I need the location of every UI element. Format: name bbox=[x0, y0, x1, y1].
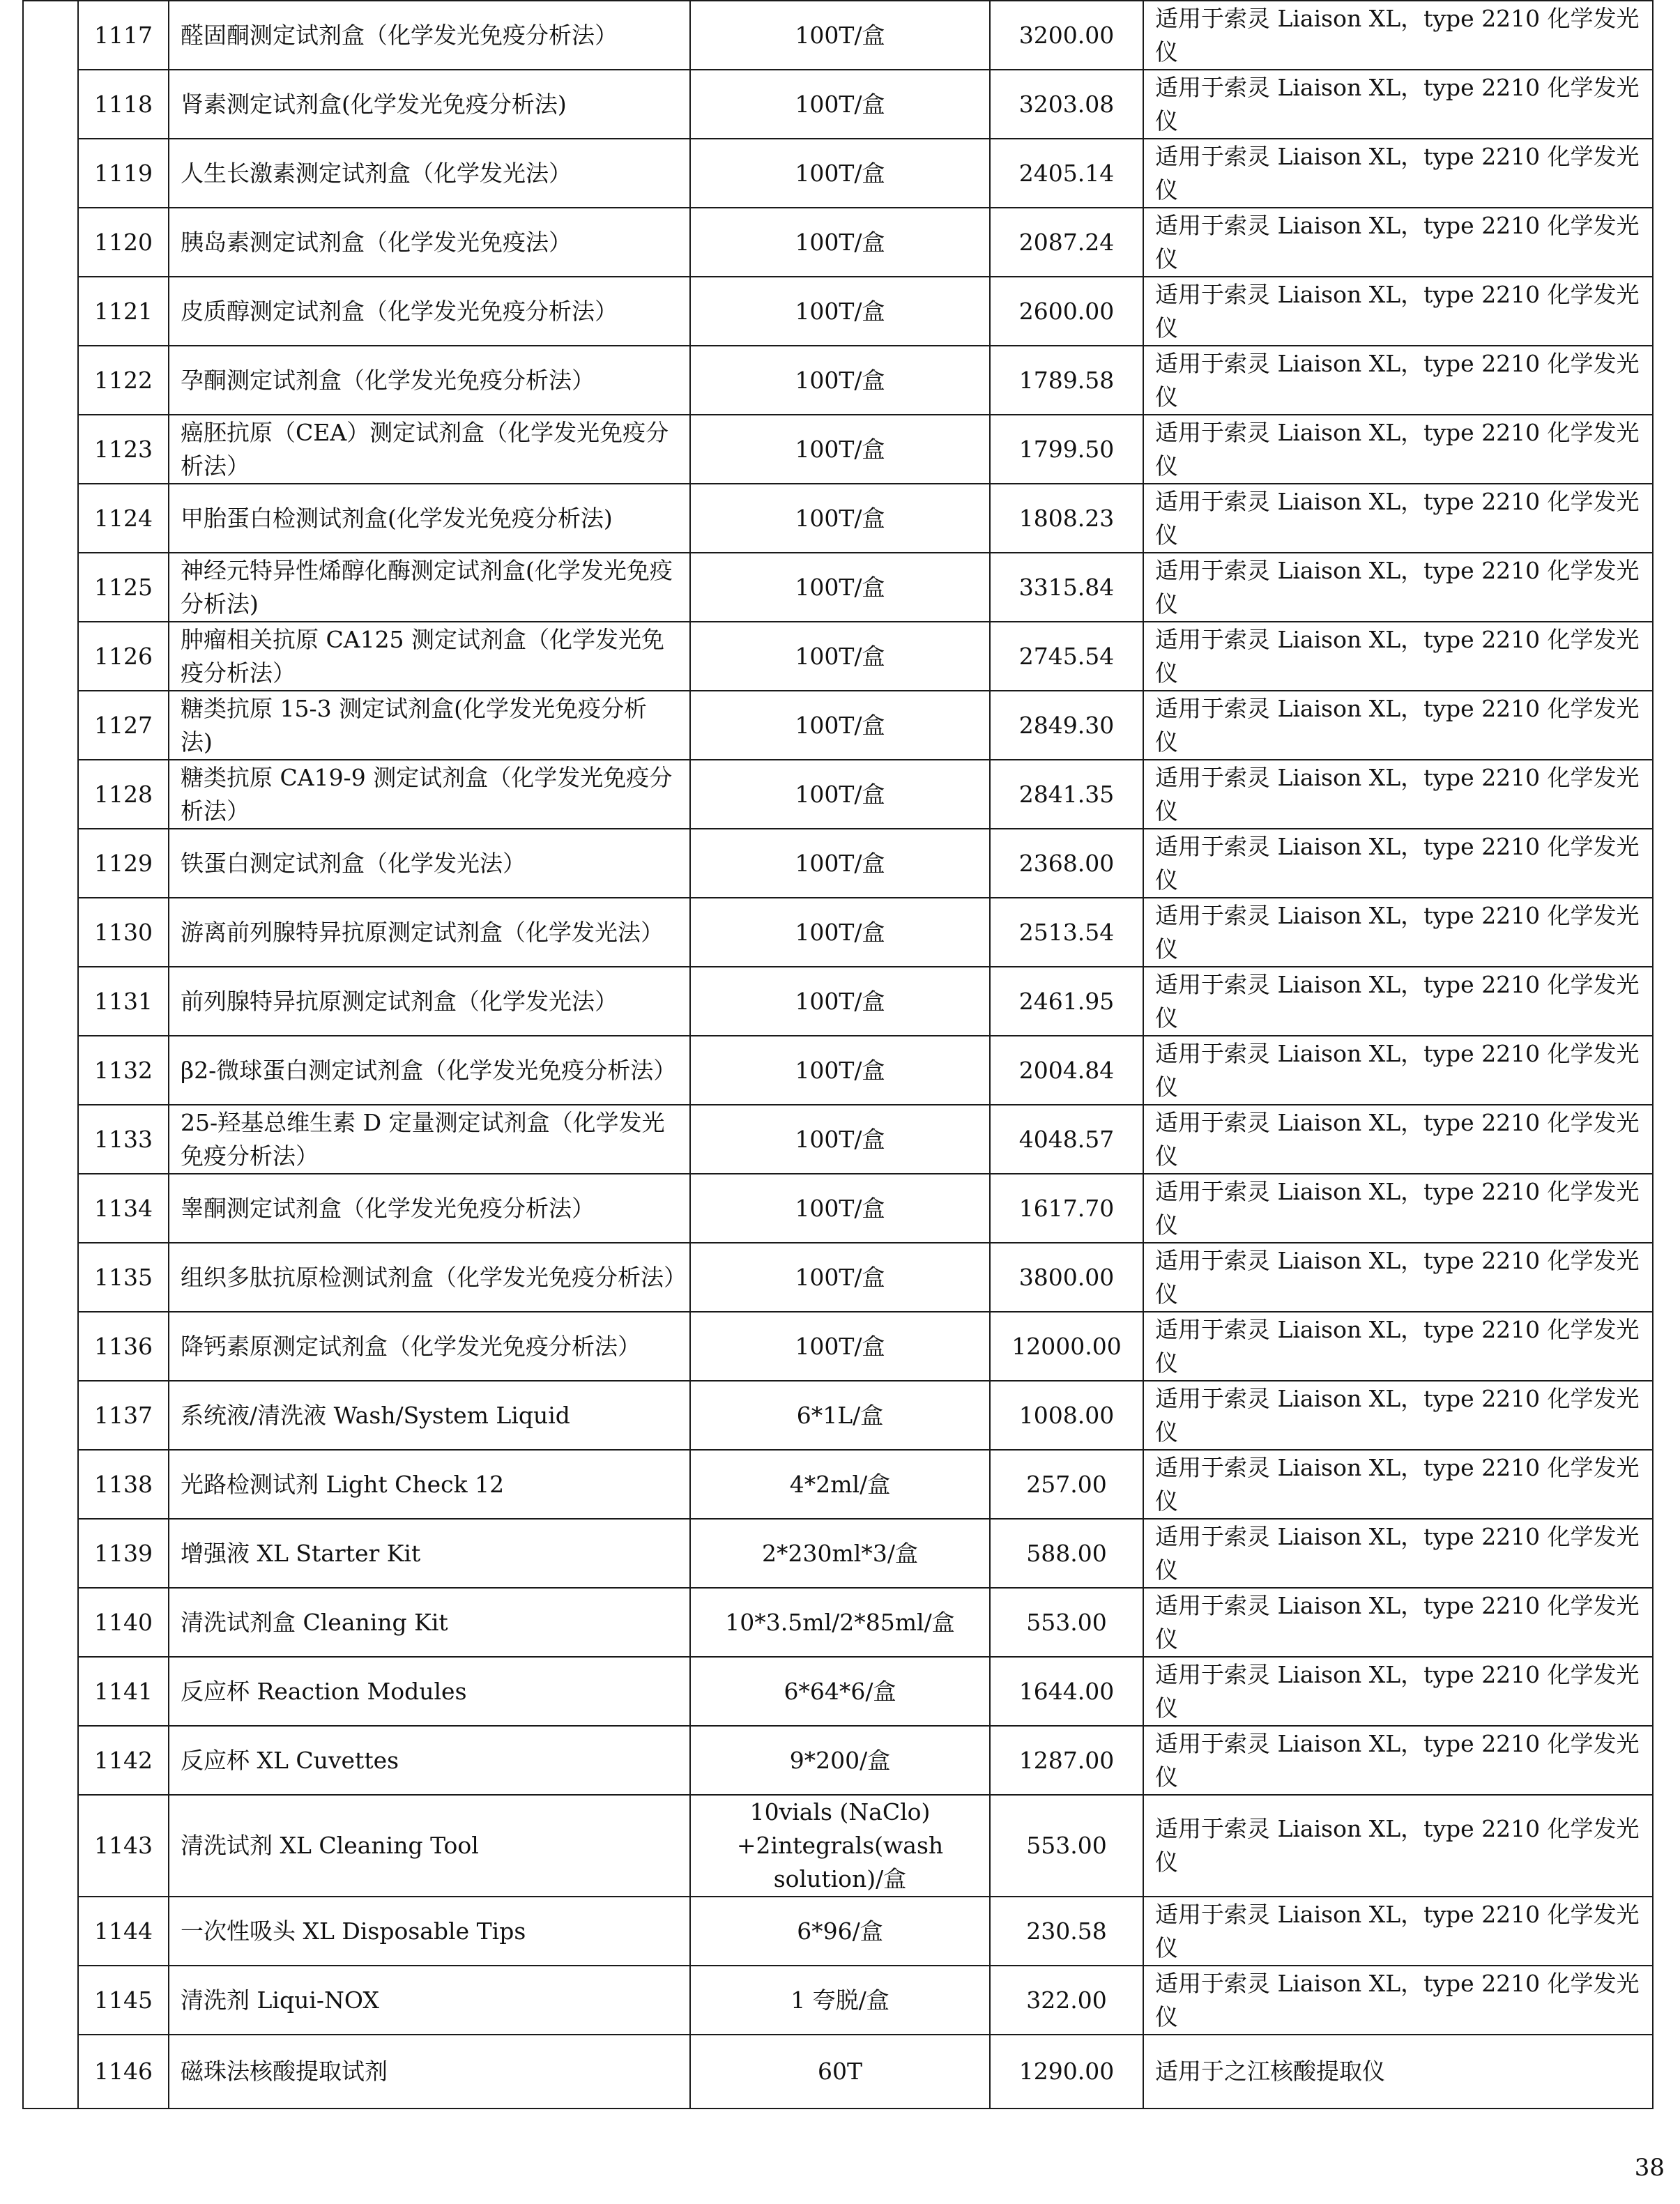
product-name-cell: 醛固酮测定试剂盒（化学发光免疫分析法） bbox=[169, 1, 690, 70]
item-number-cell: 1133 bbox=[78, 1105, 169, 1174]
item-number-cell: 1142 bbox=[78, 1726, 169, 1795]
package-spec-cell: 2*230ml*3/盒 bbox=[690, 1519, 990, 1588]
table-row bbox=[23, 898, 1653, 967]
applicable-instrument-cell: 适用于索灵 Liaison XL，type 2210 化学发光仪 bbox=[1143, 277, 1653, 346]
package-spec-cell: 100T/盒 bbox=[690, 691, 990, 760]
applicable-instrument-cell: 适用于索灵 Liaison XL，type 2210 化学发光仪 bbox=[1143, 1381, 1653, 1450]
unit-price-cell: 2513.54 bbox=[990, 898, 1143, 967]
unit-price-cell: 2368.00 bbox=[990, 829, 1143, 898]
unit-price-cell: 1644.00 bbox=[990, 1657, 1143, 1726]
unit-price-cell: 230.58 bbox=[990, 1897, 1143, 1966]
item-number-cell: 1145 bbox=[78, 1966, 169, 2035]
item-number-cell: 1123 bbox=[78, 415, 169, 484]
page-number: 38 bbox=[1634, 2154, 1665, 2182]
applicable-instrument-cell: 适用于索灵 Liaison XL，type 2210 化学发光仪 bbox=[1143, 1897, 1653, 1966]
table-row bbox=[23, 277, 1653, 346]
item-number-cell: 1125 bbox=[78, 553, 169, 622]
unit-price-cell: 1808.23 bbox=[990, 484, 1143, 553]
product-name-cell: 清洗试剂 XL Cleaning Tool bbox=[169, 1795, 690, 1897]
unit-price-cell: 2004.84 bbox=[990, 1036, 1143, 1105]
package-spec-cell: 100T/盒 bbox=[690, 208, 990, 277]
table-row bbox=[23, 1105, 1653, 1174]
product-name-cell: 25-羟基总维生素 D 定量测定试剂盒（化学发光免疫分析法） bbox=[169, 1105, 690, 1174]
applicable-instrument-cell: 适用于索灵 Liaison XL，type 2210 化学发光仪 bbox=[1143, 967, 1653, 1036]
product-name-cell: 肾素测定试剂盒(化学发光免疫分析法) bbox=[169, 70, 690, 139]
product-name-cell: 光路检测试剂 Light Check 12 bbox=[169, 1450, 690, 1519]
applicable-instrument-cell: 适用于索灵 Liaison XL，type 2210 化学发光仪 bbox=[1143, 1588, 1653, 1657]
package-spec-cell: 100T/盒 bbox=[690, 346, 990, 415]
item-number-cell: 1117 bbox=[78, 1, 169, 70]
product-name-cell: 一次性吸头 XL Disposable Tips bbox=[169, 1897, 690, 1966]
applicable-instrument-cell: 适用于索灵 Liaison XL，type 2210 化学发光仪 bbox=[1143, 1450, 1653, 1519]
applicable-instrument-cell: 适用于索灵 Liaison XL，type 2210 化学发光仪 bbox=[1143, 1312, 1653, 1381]
item-number-cell: 1121 bbox=[78, 277, 169, 346]
item-number-cell: 1138 bbox=[78, 1450, 169, 1519]
table-row bbox=[23, 1243, 1653, 1312]
product-name-cell: 游离前列腺特异抗原测定试剂盒（化学发光法） bbox=[169, 898, 690, 967]
table-row bbox=[23, 415, 1653, 484]
applicable-instrument-cell: 适用于索灵 Liaison XL，type 2210 化学发光仪 bbox=[1143, 139, 1653, 208]
unit-price-cell: 553.00 bbox=[990, 1588, 1143, 1657]
unit-price-cell: 2745.54 bbox=[990, 622, 1143, 691]
item-number-cell: 1128 bbox=[78, 760, 169, 829]
package-spec-cell: 4*2ml/盒 bbox=[690, 1450, 990, 1519]
unit-price-cell: 4048.57 bbox=[990, 1105, 1143, 1174]
item-number-cell: 1124 bbox=[78, 484, 169, 553]
applicable-instrument-cell: 适用于索灵 Liaison XL，type 2210 化学发光仪 bbox=[1143, 829, 1653, 898]
table-row bbox=[23, 1726, 1653, 1795]
item-number-cell: 1143 bbox=[78, 1795, 169, 1897]
table-row bbox=[23, 1450, 1653, 1519]
table-row bbox=[23, 70, 1653, 139]
applicable-instrument-cell: 适用于索灵 Liaison XL，type 2210 化学发光仪 bbox=[1143, 1795, 1653, 1897]
package-spec-cell: 100T/盒 bbox=[690, 760, 990, 829]
package-spec-cell: 10*3.5ml/2*85ml/盒 bbox=[690, 1588, 990, 1657]
product-name-cell: 前列腺特异抗原测定试剂盒（化学发光法） bbox=[169, 967, 690, 1036]
package-spec-cell: 100T/盒 bbox=[690, 415, 990, 484]
table-row bbox=[23, 1, 1653, 70]
unit-price-cell: 588.00 bbox=[990, 1519, 1143, 1588]
unit-price-cell: 257.00 bbox=[990, 1450, 1143, 1519]
table-row bbox=[23, 1657, 1653, 1726]
table-row bbox=[23, 1588, 1653, 1657]
unit-price-cell: 3203.08 bbox=[990, 70, 1143, 139]
item-number-cell: 1135 bbox=[78, 1243, 169, 1312]
package-spec-cell: 100T/盒 bbox=[690, 484, 990, 553]
applicable-instrument-cell: 适用于索灵 Liaison XL，type 2210 化学发光仪 bbox=[1143, 622, 1653, 691]
unit-price-cell: 553.00 bbox=[990, 1795, 1143, 1897]
item-number-cell: 1146 bbox=[78, 2035, 169, 2109]
item-number-cell: 1141 bbox=[78, 1657, 169, 1726]
product-name-cell: 癌胚抗原（CEA）测定试剂盒（化学发光免疫分析法） bbox=[169, 415, 690, 484]
item-number-cell: 1122 bbox=[78, 346, 169, 415]
package-spec-cell: 60T bbox=[690, 2035, 990, 2109]
unit-price-cell: 1799.50 bbox=[990, 415, 1143, 484]
item-number-cell: 1144 bbox=[78, 1897, 169, 1966]
package-spec-cell: 100T/盒 bbox=[690, 1, 990, 70]
table-row bbox=[23, 622, 1653, 691]
product-name-cell: 糖类抗原 15-3 测定试剂盒(化学发光免疫分析法) bbox=[169, 691, 690, 760]
product-name-cell: 胰岛素测定试剂盒（化学发光免疫法） bbox=[169, 208, 690, 277]
applicable-instrument-cell: 适用于索灵 Liaison XL，type 2210 化学发光仪 bbox=[1143, 1105, 1653, 1174]
package-spec-cell: 1 夸脱/盒 bbox=[690, 1966, 990, 2035]
applicable-instrument-cell: 适用于索灵 Liaison XL，type 2210 化学发光仪 bbox=[1143, 760, 1653, 829]
applicable-instrument-cell: 适用于索灵 Liaison XL，type 2210 化学发光仪 bbox=[1143, 484, 1653, 553]
item-number-cell: 1132 bbox=[78, 1036, 169, 1105]
product-name-cell: 增强液 XL Starter Kit bbox=[169, 1519, 690, 1588]
product-name-cell: 清洗剂 Liqui-NOX bbox=[169, 1966, 690, 2035]
unit-price-cell: 3200.00 bbox=[990, 1, 1143, 70]
applicable-instrument-cell: 适用于索灵 Liaison XL，type 2210 化学发光仪 bbox=[1143, 1174, 1653, 1243]
package-spec-cell: 100T/盒 bbox=[690, 1174, 990, 1243]
product-name-cell: 孕酮测定试剂盒（化学发光免疫分析法） bbox=[169, 346, 690, 415]
applicable-instrument-cell: 适用于索灵 Liaison XL，type 2210 化学发光仪 bbox=[1143, 1519, 1653, 1588]
product-name-cell: 甲胎蛋白检测试剂盒(化学发光免疫分析法) bbox=[169, 484, 690, 553]
table-row bbox=[23, 553, 1653, 622]
unit-price-cell: 2405.14 bbox=[990, 139, 1143, 208]
unit-price-cell: 3315.84 bbox=[990, 553, 1143, 622]
applicable-instrument-cell: 适用于索灵 Liaison XL，type 2210 化学发光仪 bbox=[1143, 1, 1653, 70]
applicable-instrument-cell: 适用于索灵 Liaison XL，type 2210 化学发光仪 bbox=[1143, 1036, 1653, 1105]
applicable-instrument-cell: 适用于索灵 Liaison XL，type 2210 化学发光仪 bbox=[1143, 346, 1653, 415]
applicable-instrument-cell: 适用于索灵 Liaison XL，type 2210 化学发光仪 bbox=[1143, 898, 1653, 967]
package-spec-cell: 100T/盒 bbox=[690, 898, 990, 967]
applicable-instrument-cell: 适用于索灵 Liaison XL，type 2210 化学发光仪 bbox=[1143, 1657, 1653, 1726]
applicable-instrument-cell: 适用于索灵 Liaison XL，type 2210 化学发光仪 bbox=[1143, 1243, 1653, 1312]
product-name-cell: 糖类抗原 CA19-9 测定试剂盒（化学发光免疫分析法） bbox=[169, 760, 690, 829]
package-spec-cell: 100T/盒 bbox=[690, 829, 990, 898]
unit-price-cell: 2600.00 bbox=[990, 277, 1143, 346]
applicable-instrument-cell: 适用于索灵 Liaison XL，type 2210 化学发光仪 bbox=[1143, 691, 1653, 760]
unit-price-cell: 1617.70 bbox=[990, 1174, 1143, 1243]
table-row bbox=[23, 2035, 1653, 2109]
table-row bbox=[23, 484, 1653, 553]
table-row bbox=[23, 208, 1653, 277]
product-name-cell: 睾酮测定试剂盒（化学发光免疫分析法） bbox=[169, 1174, 690, 1243]
product-name-cell: 神经元特异性烯醇化酶测定试剂盒(化学发光免疫分析法) bbox=[169, 553, 690, 622]
table-body bbox=[23, 1, 1653, 2109]
unit-price-cell: 1789.58 bbox=[990, 346, 1143, 415]
package-spec-cell: 6*64*6/盒 bbox=[690, 1657, 990, 1726]
unit-price-cell: 2849.30 bbox=[990, 691, 1143, 760]
product-name-cell: 清洗试剂盒 Cleaning Kit bbox=[169, 1588, 690, 1657]
table-row bbox=[23, 967, 1653, 1036]
table-row bbox=[23, 1381, 1653, 1450]
item-number-cell: 1139 bbox=[78, 1519, 169, 1588]
package-spec-cell: 100T/盒 bbox=[690, 1243, 990, 1312]
table-row bbox=[23, 1519, 1653, 1588]
applicable-instrument-cell: 适用于索灵 Liaison XL，type 2210 化学发光仪 bbox=[1143, 70, 1653, 139]
item-number-cell: 1120 bbox=[78, 208, 169, 277]
product-name-cell: 磁珠法核酸提取试剂 bbox=[169, 2035, 690, 2109]
item-number-cell: 1137 bbox=[78, 1381, 169, 1450]
package-spec-cell: 9*200/盒 bbox=[690, 1726, 990, 1795]
package-spec-cell: 100T/盒 bbox=[690, 1312, 990, 1381]
product-name-cell: 肿瘤相关抗原 CA125 测定试剂盒（化学发光免疫分析法） bbox=[169, 622, 690, 691]
unit-price-cell: 2841.35 bbox=[990, 760, 1143, 829]
table-row bbox=[23, 1312, 1653, 1381]
applicable-instrument-cell: 适用于索灵 Liaison XL，type 2210 化学发光仪 bbox=[1143, 1726, 1653, 1795]
unit-price-cell: 1008.00 bbox=[990, 1381, 1143, 1450]
item-number-cell: 1130 bbox=[78, 898, 169, 967]
product-name-cell: 系统液/清洗液 Wash/System Liquid bbox=[169, 1381, 690, 1450]
table-row bbox=[23, 1897, 1653, 1966]
table-row bbox=[23, 139, 1653, 208]
package-spec-cell: 100T/盒 bbox=[690, 139, 990, 208]
package-spec-cell: 100T/盒 bbox=[690, 1036, 990, 1105]
package-spec-cell: 100T/盒 bbox=[690, 622, 990, 691]
table-row bbox=[23, 1966, 1653, 2035]
package-spec-cell: 100T/盒 bbox=[690, 70, 990, 139]
product-name-cell: 反应杯 Reaction Modules bbox=[169, 1657, 690, 1726]
package-spec-cell: 6*96/盒 bbox=[690, 1897, 990, 1966]
package-spec-cell: 10vials (NaClo) +2integrals(wash solution)/盒 bbox=[690, 1795, 990, 1897]
item-number-cell: 1126 bbox=[78, 622, 169, 691]
table-row bbox=[23, 691, 1653, 760]
product-name-cell: 组织多肽抗原检测试剂盒（化学发光免疫分析法） bbox=[169, 1243, 690, 1312]
item-number-cell: 1140 bbox=[78, 1588, 169, 1657]
product-name-cell: β2-微球蛋白测定试剂盒（化学发光免疫分析法） bbox=[169, 1036, 690, 1105]
applicable-instrument-cell: 适用于索灵 Liaison XL，type 2210 化学发光仪 bbox=[1143, 208, 1653, 277]
unit-price-cell: 322.00 bbox=[990, 1966, 1143, 2035]
table-row bbox=[23, 1036, 1653, 1105]
applicable-instrument-cell: 适用于索灵 Liaison XL，type 2210 化学发光仪 bbox=[1143, 1966, 1653, 2035]
product-name-cell: 反应杯 XL Cuvettes bbox=[169, 1726, 690, 1795]
unit-price-cell: 2461.95 bbox=[990, 967, 1143, 1036]
unit-price-cell: 1290.00 bbox=[990, 2035, 1143, 2109]
reagent-price-table bbox=[22, 0, 1654, 2109]
table-row bbox=[23, 1795, 1653, 1897]
unit-price-cell: 2087.24 bbox=[990, 208, 1143, 277]
table-row bbox=[23, 346, 1653, 415]
package-spec-cell: 100T/盒 bbox=[690, 1105, 990, 1174]
applicable-instrument-cell: 适用于索灵 Liaison XL，type 2210 化学发光仪 bbox=[1143, 415, 1653, 484]
product-name-cell: 降钙素原测定试剂盒（化学发光免疫分析法） bbox=[169, 1312, 690, 1381]
item-number-cell: 1131 bbox=[78, 967, 169, 1036]
blank-left-column bbox=[23, 1, 78, 2109]
unit-price-cell: 1287.00 bbox=[990, 1726, 1143, 1795]
item-number-cell: 1127 bbox=[78, 691, 169, 760]
item-number-cell: 1134 bbox=[78, 1174, 169, 1243]
table-row bbox=[23, 829, 1653, 898]
unit-price-cell: 12000.00 bbox=[990, 1312, 1143, 1381]
product-name-cell: 人生长激素测定试剂盒（化学发光法） bbox=[169, 139, 690, 208]
item-number-cell: 1136 bbox=[78, 1312, 169, 1381]
applicable-instrument-cell: 适用于索灵 Liaison XL，type 2210 化学发光仪 bbox=[1143, 553, 1653, 622]
applicable-instrument-cell: 适用于之江核酸提取仪 bbox=[1143, 2035, 1653, 2109]
unit-price-cell: 3800.00 bbox=[990, 1243, 1143, 1312]
product-name-cell: 皮质醇测定试剂盒（化学发光免疫分析法） bbox=[169, 277, 690, 346]
package-spec-cell: 100T/盒 bbox=[690, 277, 990, 346]
product-name-cell: 铁蛋白测定试剂盒（化学发光法） bbox=[169, 829, 690, 898]
package-spec-cell: 100T/盒 bbox=[690, 553, 990, 622]
table-row bbox=[23, 1174, 1653, 1243]
item-number-cell: 1129 bbox=[78, 829, 169, 898]
item-number-cell: 1118 bbox=[78, 70, 169, 139]
item-number-cell: 1119 bbox=[78, 139, 169, 208]
package-spec-cell: 6*1L/盒 bbox=[690, 1381, 990, 1450]
table-row bbox=[23, 760, 1653, 829]
package-spec-cell: 100T/盒 bbox=[690, 967, 990, 1036]
